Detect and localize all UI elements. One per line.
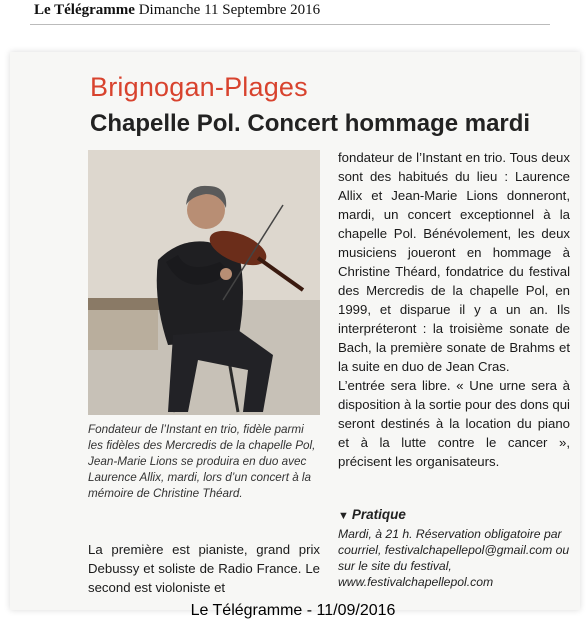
body-paragraph: L’entrée sera libre. « Une urne sera à disposition à la sortie pour des dons qui seront destinés à la location du piano et à la lutte contre le cancer », précisent les organisateurs. [338,378,570,469]
article-photo [88,150,320,415]
body-paragraph: fondateur de l’Instant en trio. Tous deux sont des habitués du lieu : Laurence Allix et Jean-Marie Lions donneront, mardi, un concert exceptionnel à la chapelle Pol. Bénévolement, les deux musiciens joueront en hommage à Christine Théard, fondatrice du festival des Mercredis de la chapelle Pol, en 1999, et disparue il y a un an. Ils interpréteront : la troisième sonate de Bach, la première sonate de Brahms et la suite en duo de Jean Cras. [338,150,570,374]
article-locality: Brignogan-Plages [90,72,308,102]
article-headline: Chapelle Pol. Concert hommage mardi [90,110,531,137]
photo-caption: Fondateur de l’Instant en trio, fidèle parmi les fidèles des Mercredis de la chapelle Pol, Jean-Marie Lions se produira en duo avec Laurence Allix, mardi, lors d’un concert à la mémoire de Christine Théard. [88,423,316,500]
masthead [34,2,320,24]
pratique-heading [338,507,406,522]
body-paragraph: La première est pianiste, grand prix Debussy et soliste de Radio France. Le second est violoniste et [88,542,320,595]
masthead-rule [30,24,550,25]
source-footer: Le Télégramme - 11/09/2016 [190,602,396,619]
pratique-title: Pratique [351,507,406,522]
triangle-down-icon: ▼ [338,510,349,522]
issue-date: Dimanche 11 Septembre 2016 [138,2,321,18]
newspaper-name: Le Télégramme [34,2,135,18]
violinist-photo [88,150,320,415]
article-body-column-2 [338,148,570,471]
pratique-info: Mardi, à 21 h. Réservation obligatoire par courriel, festivalchapellepol@gmail.com ou sur le site du festival, www.festivalchapellepol.com [338,527,570,589]
article-body-column-1 [88,540,320,597]
